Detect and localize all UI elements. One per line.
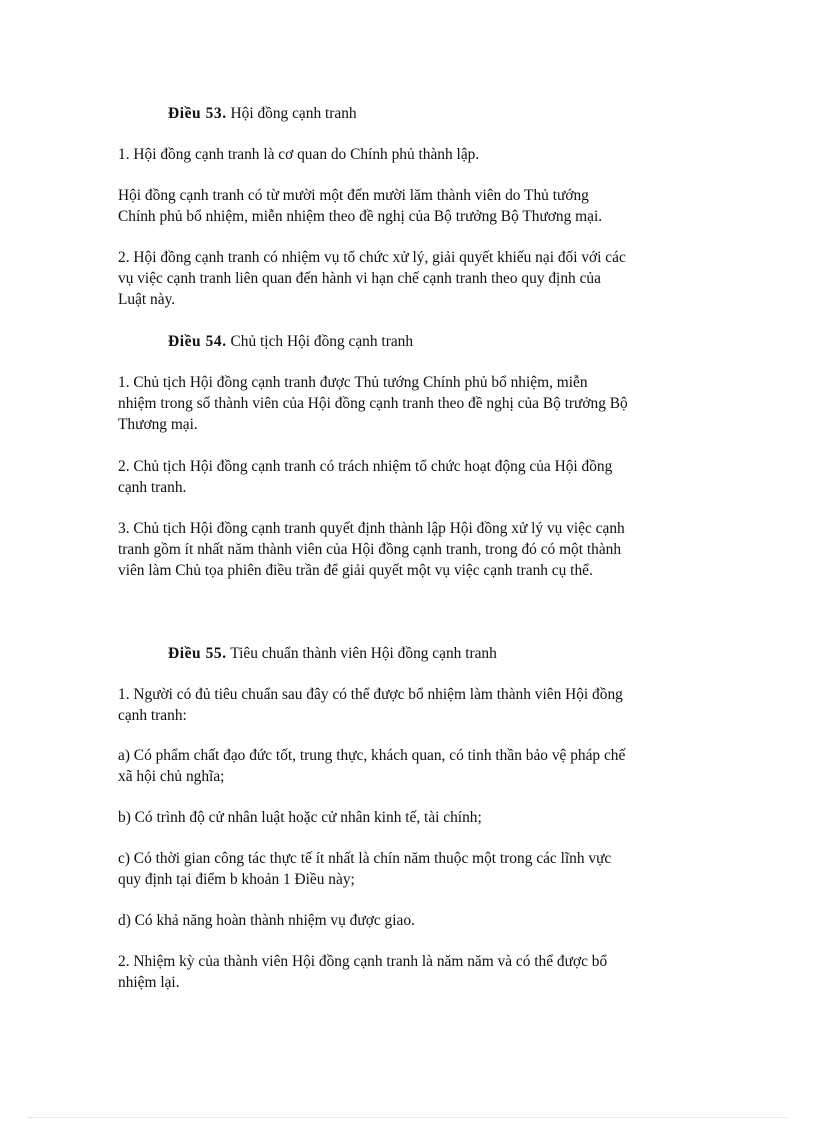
article-54-paragraph-3: 3. Chủ tịch Hội đồng cạnh tranh quyết định thành lập Hội đồng xử lý vụ việc cạnh tranh gồm ít nhất năm thành viên của Hội đồng cạnh tranh, trong đó có một thành viên làm Chủ tọa phiên điều trần để giải quyết một vụ việc cạnh tranh cụ thể.	[118, 520, 625, 579]
article-53-heading	[168, 103, 728, 124]
article-55-heading	[168, 643, 728, 664]
article-54-paragraph-2: 2. Chủ tịch Hội đồng cạnh tranh có trách nhiệm tổ chức hoạt động của Hội đồng cạnh tranh.	[118, 458, 613, 496]
article-55-paragraph-4: c) Có thời gian công tác thực tế ít nhất là chín năm thuộc một trong các lĩnh vực quy định tại điểm b khoản 1 Điều này;	[118, 850, 612, 888]
article-55-paragraph-1: 1. Người có đủ tiêu chuẩn sau đây có thể được bổ nhiệm làm thành viên Hội đồng cạnh tranh:	[118, 686, 623, 724]
article-55-paragraph-3: b) Có trình độ cử nhân luật hoặc cử nhân kinh tế, tài chính;	[118, 809, 482, 826]
article-53-label: Điều 53.	[168, 105, 227, 122]
article-53-paragraph-2: Hội đồng cạnh tranh có từ mười một đến mười lăm thành viên do Thủ tướng Chính phủ bổ nhiệm, miễn nhiệm theo đề nghị của Bộ trưởng Bộ Thương mại.	[118, 187, 603, 225]
article-55-paragraph-2: a) Có phẩm chất đạo đức tốt, trung thực, khách quan, có tinh thần bảo vệ pháp chế xã hội chủ nghĩa;	[118, 747, 626, 785]
article-53-paragraph-3: 2. Hội đồng cạnh tranh có nhiệm vụ tổ chức xử lý, giải quyết khiếu nại đối với các vụ việc cạnh tranh liên quan đến hành vi hạn chế cạnh tranh theo quy định của Luật này.	[118, 249, 626, 308]
article-55-paragraph-5: d) Có khả năng hoàn thành nhiệm vụ được giao.	[118, 912, 415, 929]
article-54-paragraph-1: 1. Chủ tịch Hội đồng cạnh tranh được Thủ tướng Chính phủ bổ nhiệm, miễn nhiệm trong số thành viên của Hội đồng cạnh tranh theo đề nghị của Bộ trưởng Bộ Thương mại.	[118, 374, 628, 433]
article-53-title: Hội đồng cạnh tranh	[230, 105, 357, 122]
article-54-label: Điều 54.	[168, 333, 227, 350]
article-54-title: Chủ tịch Hội đồng cạnh tranh	[230, 333, 414, 350]
article-55-paragraph-6: 2. Nhiệm kỳ của thành viên Hội đồng cạnh tranh là năm năm và có thể được bổ nhiệm lại.	[118, 953, 608, 991]
article-55-title: Tiêu chuẩn thành viên Hội đồng cạnh tranh	[230, 645, 497, 662]
article-54-heading	[168, 331, 728, 352]
article-53-paragraph-1: 1. Hội đồng cạnh tranh là cơ quan do Chính phủ thành lập.	[118, 146, 480, 163]
page-bottom-divider	[28, 1117, 788, 1118]
article-55-label: Điều 55.	[168, 645, 227, 662]
